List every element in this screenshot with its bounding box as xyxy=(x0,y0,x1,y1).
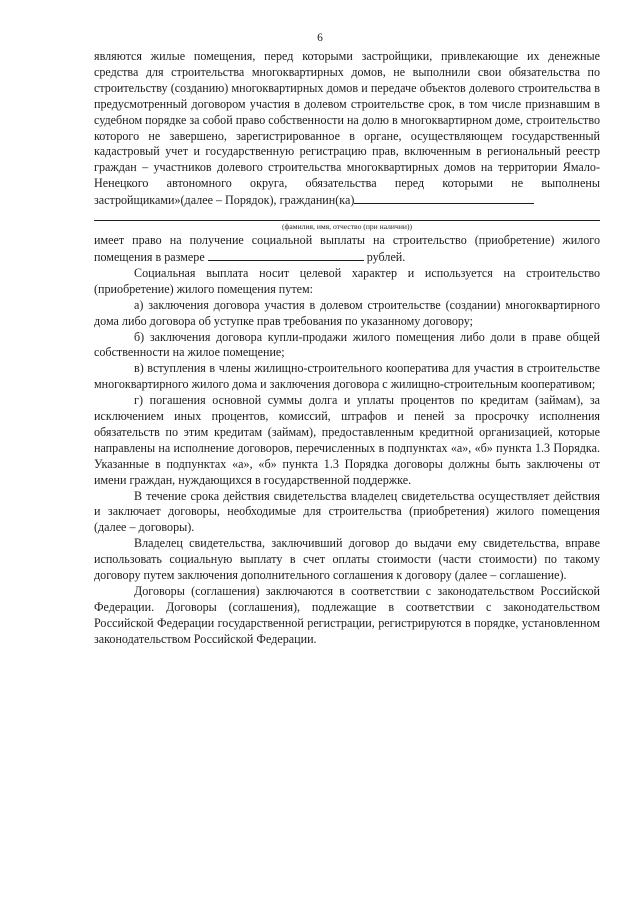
paragraph-owner: Владелец свидетельства, заключивший договор до выдачи ему свидетельства, вправе использовать социальную выплату в счет оплаты стоимости (части стоимости) по такому договору путем заключения дополнительного соглашения к договору (далее – соглашение). xyxy=(94,536,600,583)
paragraph-purpose: Социальная выплата носит целевой характер и используется на строительство (приобретение) жилого помещения путем: xyxy=(94,265,600,296)
intro-text: являются жилые помещения, перед которыми застройщики, привлекающие их денежные средства для строительства многоквартирных домов, не выполнили свои обязательства по строительству (созданию) многоквартирных домов и передаче объектов долевого строительства в предусмотренный договором участия в долевом строительстве срок, в том числе признавшим в судебном порядке за собой право собственности на долю в многоквартирном доме, строительство которого не завершено, зарегистрированное в органе, осуществляющем государственный кадастровый учет и государственную регистрацию прав, включенным в региональный реестр граждан – участников долевого строительства многоквартирных домов на территории Ямало-Ненецкого автономного округа, обязательства перед которыми не выполнены застройщиками»(далее – Порядок), гражданин(ка) xyxy=(94,49,600,208)
name-blank-line xyxy=(354,192,534,204)
rubles-text: рублей. xyxy=(366,249,406,264)
fio-caption: (фамилия, имя, отчество (при наличии)) xyxy=(281,222,412,232)
item-c: в) вступления в члены жилищно-строительного кооператива для участия в строительстве многоквартирного жилого дома и заключения договора с жилищно-строительным кооперативом; xyxy=(94,361,600,392)
item-a: а) заключения договора участия в долевом строительстве (создании) многоквартирного дома либо договора об уступке прав требования по указанному договору; xyxy=(94,297,600,328)
name-continuation-line xyxy=(94,210,600,221)
document-body xyxy=(94,49,600,648)
paragraph-contracts: Договоры (соглашения) заключаются в соответствии с законодательством Российской Федерации. Договоры (соглашения), подлежащие в соответствии с законодательством Российской Федерации государственной регистрации, регистрируются в порядке, установленном законодательством Российской Федерации. xyxy=(94,584,600,646)
paragraph-intro xyxy=(94,49,600,209)
paragraph-term: В течение срока действия свидетельства владелец свидетельства осуществляет действия и заключает договоры, необходимые для строительства (приобретения) жилого помещения (далее – договоры). xyxy=(94,488,600,535)
paragraph-right xyxy=(94,233,600,266)
amount-blank-line xyxy=(208,249,364,261)
item-d: г) погашения основной суммы долга и уплаты процентов по кредитам (займам), за исключением иных процентов, комиссий, штрафов и пеней за просрочку исполнения обязательств по этим кредитам (займам), предоставленным кредитной организацией, которые направлены на исполнение договоров, перечисленных в подпунктах «а», «б» пункта 1.3 Порядка. Указанные в подпунктах «а», «б» пункта 1.3 Порядка договоры должны быть заключены от имени граждан, нуждающихся в государственной поддержке. xyxy=(94,393,600,487)
item-b: б) заключения договора купли-продажи жилого помещения либо доли в праве общей собственности на жилое помещение; xyxy=(94,329,600,360)
page-number: 6 xyxy=(317,32,323,44)
right-text: имеет право на получение социальной выплаты на строительство (приобретение) жилого помещения в размере xyxy=(94,233,600,264)
